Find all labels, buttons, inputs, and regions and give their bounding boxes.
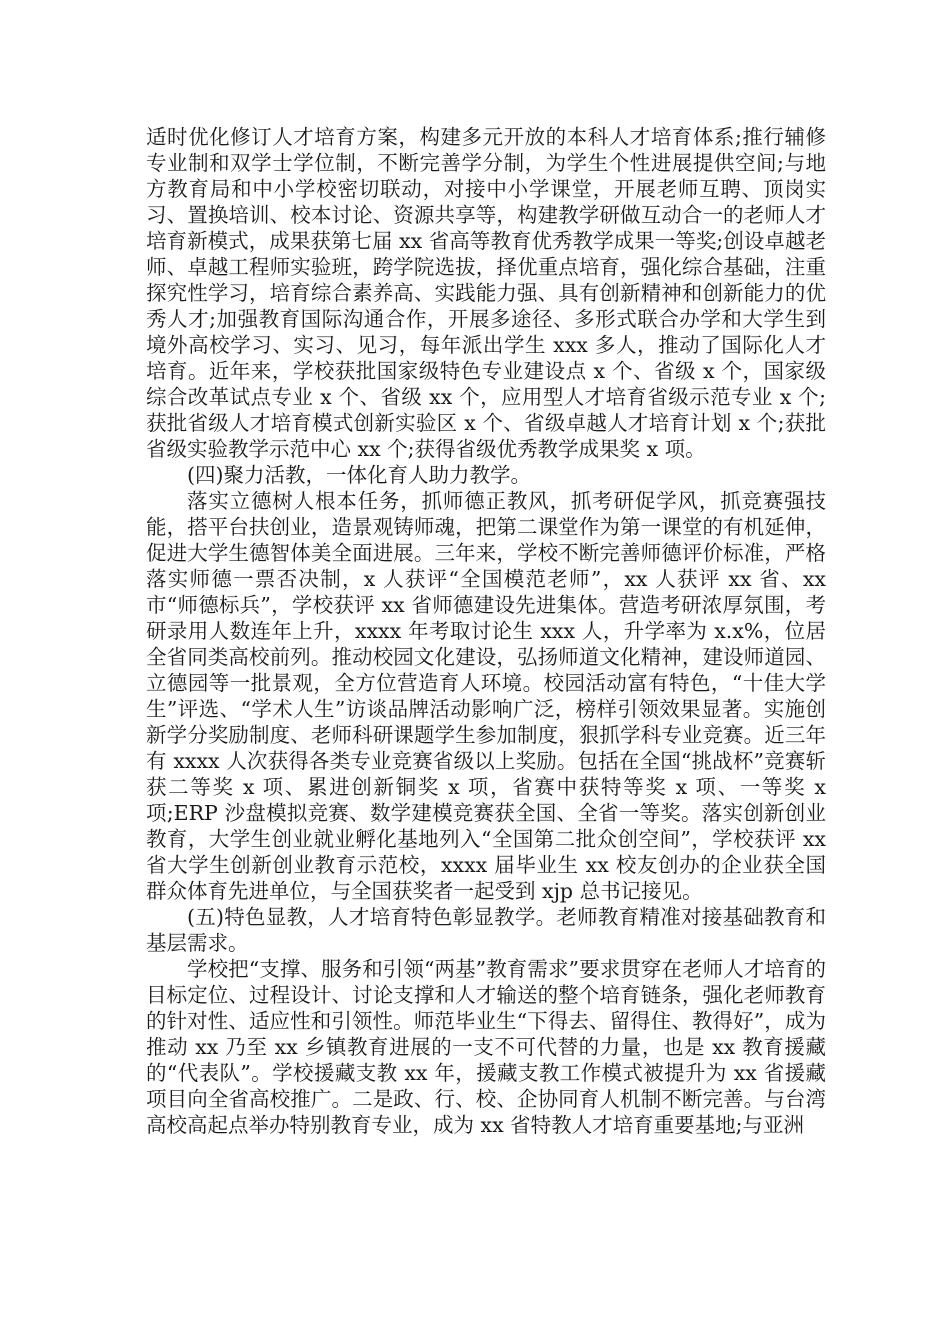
section-heading-four: (四)聚力活教，一体化育人助力教学。 xyxy=(187,463,531,487)
document-page xyxy=(146,124,826,1138)
paragraph-talent-cultivation-continuation: 适时优化修订人才培育方案，构建多元开放的本科人才培育体系;推行辅修专业制和双学士学位制，不断完善学分制，为学生个性进展提供空间;与地方教育局和中小学校密切联动，对接中小学课堂，开展老师互聘、顶岗实习、置换培训、校本讨论、资源共享等，构建教学研做互动合一的老师人才培育新模式，成果获第七届 xx 省高等教育优秀教学成果一等奖;创设卓越老师、卓越工程师实验班，跨学院选拔，择优重点培育，强化综合基础，注重探究性学习，培育综合素养高、实践能力强、具有创新精神和创新能力的优秀人才;加强教育国际沟通合作，开展多途径、多形式联合办学和大学生到境外高校学习、实习、见习，每年派出学生 xxx 多人，推动了国际化人才培育。近年来，学校获批国家级特色专业建设点 x 个、省级 x 个，国家级综合改革试点专业 x 个、省级 xx 个，应用型人才培育省级示范专业 x 个;获批省级人才培育模式创新实验区 x 个、省级卓越人才培育计划 x 个;获批省级实验教学示范中心 xx 个;获得省级优秀教学成果奖 x 项。 xyxy=(146,125,826,461)
paragraph-moral-education: 落实立德树人根本任务，抓师德正教风，抓考研促学风，抓竞赛强技能，搭平台扶创业，造景观铸师魂，把第二课堂作为第一课堂的有机延伸，促进大学生德智体美全面进展。三年来，学校不断完善师德评价标准，严格落实师德一票否决制，x 人获评“全国模范老师”，xx 人获评 xx 省、xx 市“师德标兵”，学校获评 xx 省师德建设先进集体。营造考研浓厚氛围，考研录用人数连年上升，xxxx 年考取讨论生 xxx 人，升学率为 x.x%，位居全省同类高校前列。推动校园文化建设，弘扬师道文化精神，建设师道园、立德园等一批景观，全方位营造育人环境。校园活动富有特色，“十佳大学生”评选、“学术人生”访谈品牌活动影响广泛，榜样引领效果显著。实施创新学分奖励制度、老师科研课题学生参加制度，狠抓学科专业竞赛。近三年有 xxxx 人次获得各类专业竞赛省级以上奖励。包括在全国“挑战杯”竞赛斩获二等奖 x 项、累进创新铜奖 x 项，省赛中获特等奖 x 项、一等奖 x 项;ERP 沙盘模拟竞赛、数学建模竞赛获全国、全省一等奖。落实创新创业教育，大学生创业就业孵化基地列入“全国第二批众创空间”，学校获评 xx 省大学生创新创业教育示范校，xxxx 届毕业生 xx 校友创办的企业获全国群众体育先进单位，与全国获奖者一起受到 xjp 总书记接见。 xyxy=(146,489,826,903)
paragraph-basic-education-support: 学校把“支撑、服务和引领“两基”教育需求”要求贯穿在老师人才培育的目标定位、过程设计、讨论支撑和人才输送的整个培育链条，强化老师教育的针对性、适应性和引领性。师范毕业生“下得去、留得住、教得好”，成为推动 xx 乃至 xx 乡镇教育进展的一支不可代替的力量，也是 xx 教育援藏的“代表队”。学校援藏支教 xx 年，援藏支教工作模式被提升为 xx 省援藏项目向全省高校推广。二是政、行、校、企协同育人机制不断完善。与台湾高校高起点举办特别教育专业，成为 xx 省特教人才培育重要基地;与亚洲 xyxy=(146,957,826,1137)
section-heading-five: (五)特色显教，人才培育特色彰显教学。老师教育精准对接基础教育和基层需求。 xyxy=(146,905,826,955)
